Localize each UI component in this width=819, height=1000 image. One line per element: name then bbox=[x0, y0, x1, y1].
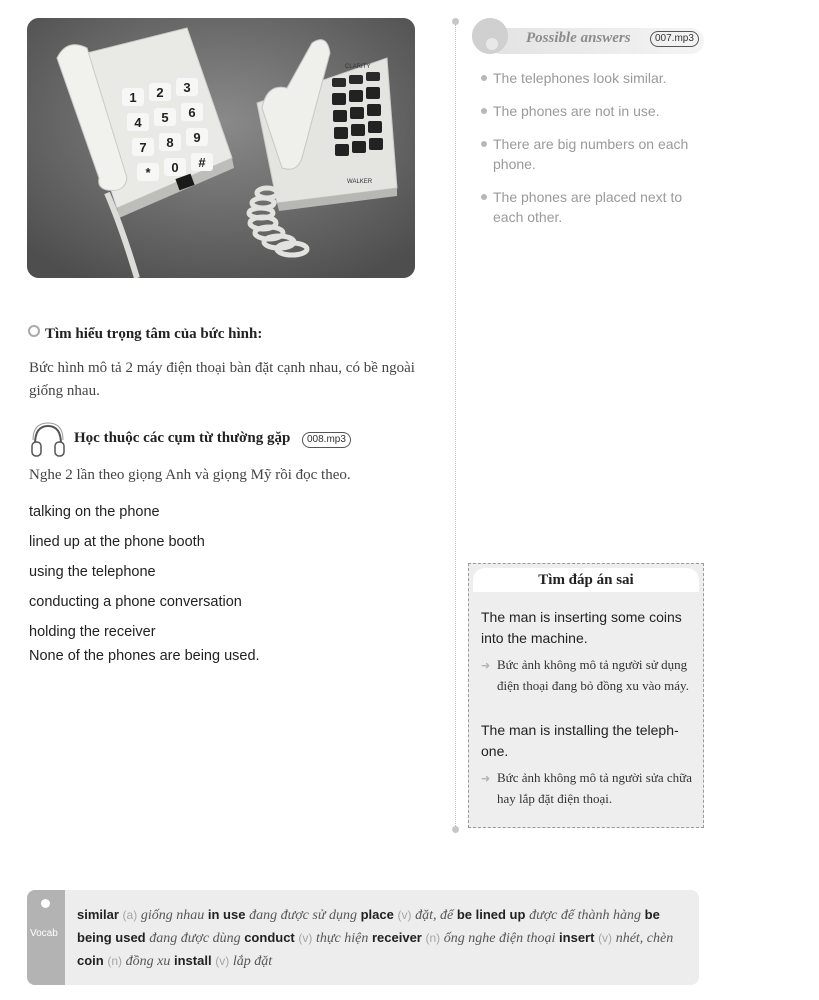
wrong-answer-explanation: Bức ảnh không mô tả người sửa chữa hay lắp đặt điện thoại. bbox=[497, 770, 692, 806]
vocab-pos: (n) bbox=[425, 931, 441, 945]
vocab-label: Vocab bbox=[30, 928, 58, 939]
vocab-entries bbox=[77, 904, 689, 973]
left-key-label: # bbox=[198, 155, 206, 170]
telephones-photo bbox=[27, 18, 415, 278]
phrases-heading: Học thuộc các cụm từ thường gặp bbox=[74, 430, 291, 446]
vocab-meaning: ống nghe điện thoại bbox=[443, 931, 556, 946]
left-key-label: 3 bbox=[183, 80, 191, 95]
vocab-pos: (v) bbox=[298, 931, 313, 945]
possible-answers-title: Possible answers bbox=[526, 30, 631, 46]
list-item: The phones are not in use. bbox=[480, 101, 712, 121]
left-key-label: * bbox=[145, 165, 151, 180]
left-key-label: 4 bbox=[134, 115, 142, 130]
left-key-label: 2 bbox=[156, 85, 164, 100]
phrase-item: conducting a phone conversation bbox=[29, 594, 242, 610]
list-item: The telephones look similar. bbox=[480, 68, 712, 88]
phrase-item: using the telephone bbox=[29, 564, 156, 580]
phrase-list bbox=[29, 502, 260, 676]
vocab-word: insert bbox=[559, 930, 595, 945]
possible-answers-header bbox=[472, 18, 708, 58]
vocab-pos: (v) bbox=[215, 954, 230, 968]
vocab-pos: (v) bbox=[598, 931, 613, 945]
left-key-label: 0 bbox=[171, 160, 179, 175]
vocab-pos: (a) bbox=[122, 908, 138, 922]
audio-track-007[interactable]: 007.mp3 bbox=[650, 31, 699, 47]
vocab-meaning: lắp đặt bbox=[232, 954, 273, 969]
vocab-word: be lined up bbox=[456, 907, 526, 922]
wrong-answer-explanation: Bức ảnh không mô tả người sử dụng điện thoại đang bỏ đồng xu vào máy. bbox=[497, 657, 689, 693]
wrong-answers-box bbox=[468, 563, 704, 828]
divider-top-dot bbox=[452, 18, 459, 25]
telephones-illustration bbox=[27, 18, 415, 278]
vocab-word: be being used bbox=[77, 907, 660, 945]
left-key-label: 7 bbox=[139, 140, 147, 155]
vocab-meaning: đang được sử dụng bbox=[249, 908, 357, 923]
arrow-icon: ➜ bbox=[481, 660, 491, 672]
possible-answers-list bbox=[480, 68, 712, 240]
focus-heading-text: Tìm hiểu trọng tâm của bức hình: bbox=[45, 326, 263, 342]
list-item: There are big numbers on each phone. bbox=[480, 134, 712, 174]
focus-heading bbox=[28, 325, 262, 343]
phrases-instruction: Nghe 2 lần theo giọng Anh và giọng Mỹ rồi đọc theo. bbox=[29, 467, 351, 483]
headphones-icon bbox=[29, 420, 67, 460]
right-phone-maker: WALKER bbox=[347, 179, 373, 185]
list-item: The phones are placed next to each other. bbox=[480, 187, 712, 227]
vocab-dot-icon bbox=[41, 899, 50, 908]
phrase-item: lined up at the phone booth bbox=[29, 534, 205, 550]
column-divider bbox=[455, 22, 456, 830]
vocab-meaning: được để thành hàng bbox=[529, 908, 642, 923]
answer-badge-icon bbox=[472, 18, 508, 54]
vocab-pos: (v) bbox=[397, 908, 412, 922]
left-key-label: 5 bbox=[161, 110, 169, 125]
audio-track-008[interactable]: 008.mp3 bbox=[302, 432, 351, 448]
vocab-meaning: đặt, để bbox=[415, 908, 454, 923]
vocab-meaning: giống nhau bbox=[140, 908, 205, 923]
wrong-answer-english: The man is inserting some coins into the machine. bbox=[481, 609, 682, 646]
vocab-panel bbox=[27, 890, 699, 985]
ring-bullet-icon bbox=[28, 325, 40, 337]
vocab-meaning: thực hiện bbox=[316, 931, 369, 946]
phrase-item: talking on the phone bbox=[29, 504, 160, 520]
vocab-meaning: đang được dùng bbox=[149, 931, 241, 946]
arrow-icon: ➜ bbox=[481, 773, 491, 785]
vocab-word: similar bbox=[77, 907, 119, 922]
vocab-word: receiver bbox=[371, 930, 422, 945]
left-key-label: 9 bbox=[193, 130, 201, 145]
left-key-label: 6 bbox=[188, 105, 196, 120]
vocab-pos: (n) bbox=[107, 954, 123, 968]
right-phone-brand: CLARITY bbox=[345, 64, 371, 70]
divider-bottom-dot bbox=[452, 826, 459, 833]
vocab-word: coin bbox=[77, 953, 104, 968]
vocab-word: in use bbox=[207, 907, 246, 922]
vocab-word: install bbox=[174, 953, 212, 968]
vocab-word: conduct bbox=[244, 930, 295, 945]
phrase-item: holding the receiver bbox=[29, 624, 156, 640]
wrong-answers-title: Tìm đáp án sai bbox=[473, 568, 699, 592]
vocab-word: place bbox=[360, 907, 394, 922]
left-key-label: 1 bbox=[129, 90, 137, 105]
left-key-label: 8 bbox=[166, 135, 174, 150]
focus-description: Bức hình mô tả 2 máy điện thoại bàn đặt cạnh nhau, có bề ngoài giống nhau. bbox=[29, 360, 415, 399]
wrong-answer-english: The man is installing the teleph-one. bbox=[481, 722, 679, 759]
vocab-meaning: nhét, chèn bbox=[615, 931, 674, 946]
vocab-meaning: đồng xu bbox=[125, 954, 171, 969]
vocab-tab bbox=[27, 890, 65, 985]
phrase-item: None of the phones are being used. bbox=[29, 648, 260, 664]
